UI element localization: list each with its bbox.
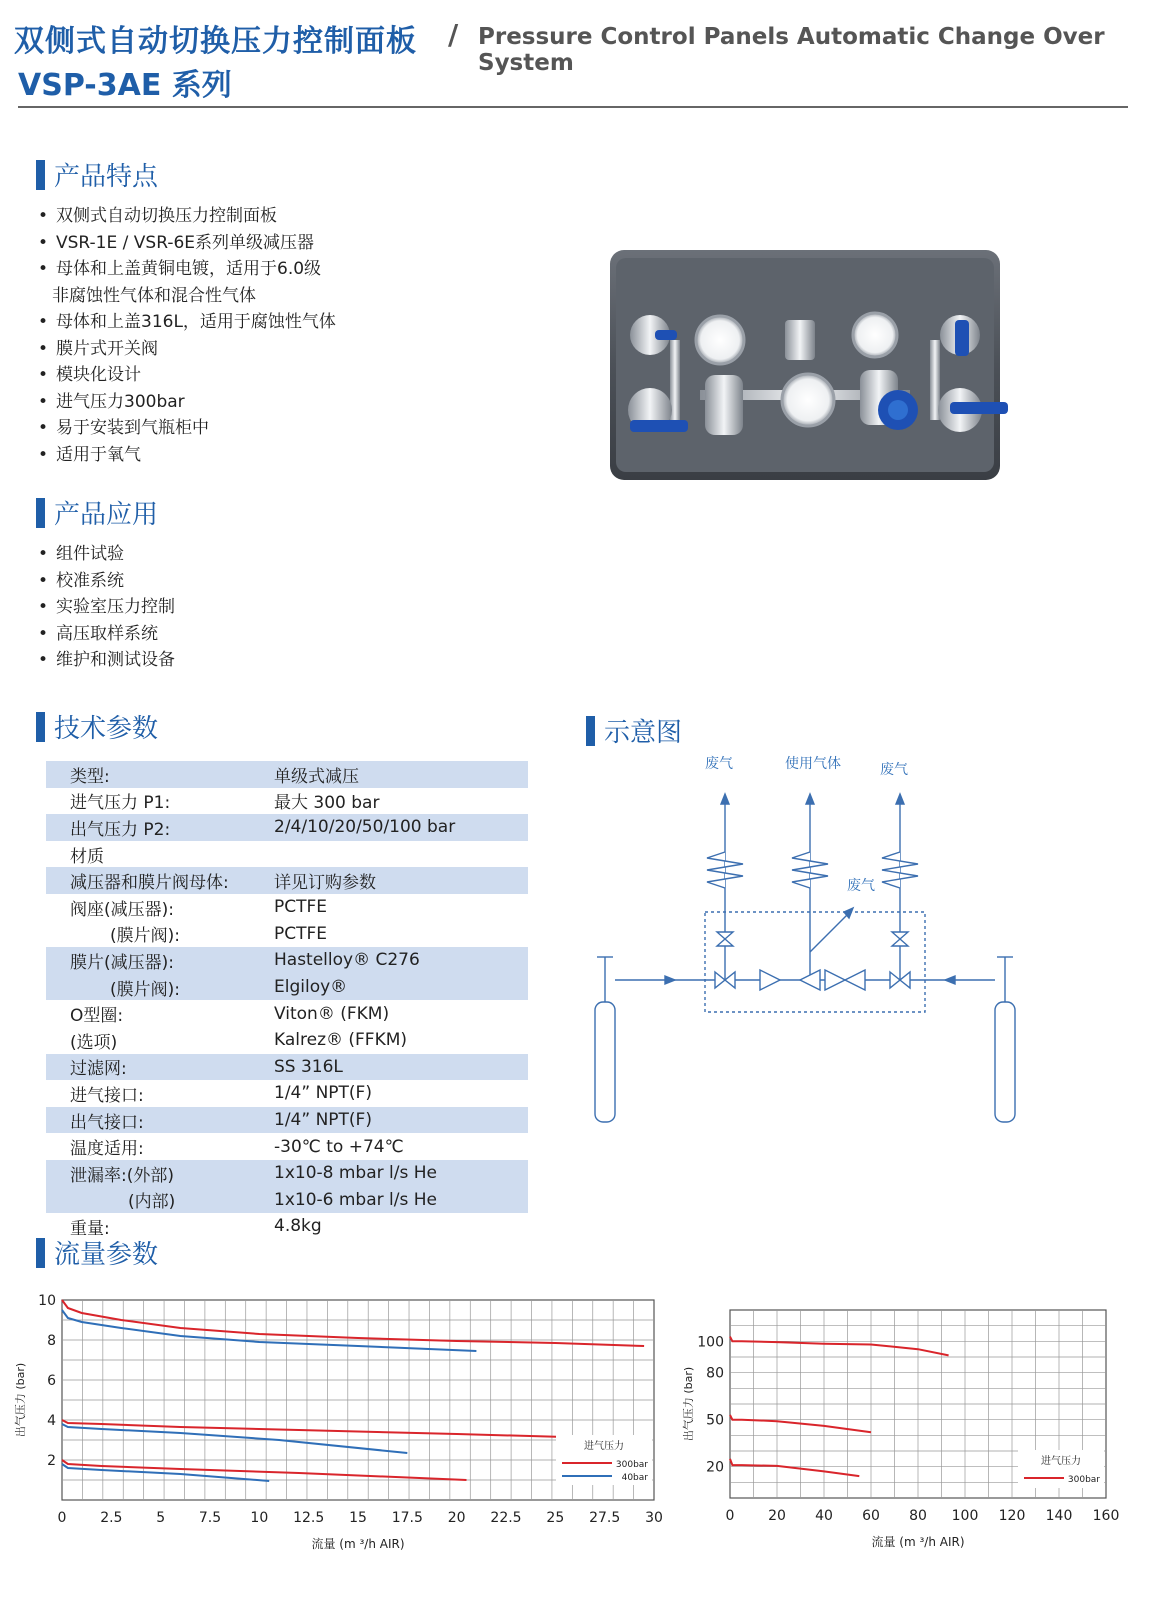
spec-key: (膜片阀): <box>110 926 180 947</box>
table-row <box>46 921 528 948</box>
schematic-diagram <box>595 752 1045 1146</box>
x-tick-label: 40 <box>815 1508 833 1524</box>
x-tick-label: 60 <box>862 1508 880 1524</box>
legend-label: 300bar <box>1067 1475 1100 1485</box>
legend-label: 40bar <box>621 1473 648 1483</box>
list-item: • 高压取样系统 <box>38 621 175 648</box>
features-heading: 产品特点 <box>54 162 159 192</box>
label-exhaust-left: 废气 <box>705 756 733 772</box>
y-tick-label: 50 <box>706 1412 724 1429</box>
spec-value: SS 316L <box>274 1054 528 1081</box>
x-tick-label: 15 <box>349 1510 367 1526</box>
spec-key: 温度适用: <box>70 1139 144 1160</box>
list-item: • 适用于氧气 <box>38 442 336 469</box>
flow-heading: 流量参数 <box>54 1240 159 1270</box>
list-item: • VSR-1E / VSR-6E系列单级减压器 <box>38 230 336 257</box>
schematic-heading: 示意图 <box>604 718 683 748</box>
spec-value: PCTFE <box>274 923 328 944</box>
table-row <box>46 947 528 974</box>
label-exhaust-right: 废气 <box>880 762 908 778</box>
model-series: VSP-3AE 系列 <box>18 68 232 103</box>
specs-heading: 技术参数 <box>54 714 159 744</box>
flow-section-heading <box>36 1234 158 1271</box>
y-tick-label: 10 <box>38 1293 56 1309</box>
spec-key: 重量: <box>70 1218 110 1239</box>
flow-chart-low <box>14 1290 674 1590</box>
x-tick-label: 25 <box>546 1510 565 1526</box>
heading-marker <box>36 498 45 528</box>
legend-title: 进气压力 <box>584 1441 624 1452</box>
spec-table <box>46 761 528 1240</box>
spec-key: 出气压力 P2: <box>46 814 274 841</box>
table-row <box>46 761 528 788</box>
list-item: • 进气压力300bar <box>38 389 336 416</box>
flow-chart-high <box>682 1300 1160 1590</box>
x-tick-label: 2.5 <box>100 1510 123 1526</box>
y-tick-label: 2 <box>47 1453 56 1469</box>
table-row <box>46 1080 528 1107</box>
spec-value: 详见订购参数 <box>274 867 528 894</box>
spec-key: O型圈: <box>70 1006 124 1027</box>
spec-value <box>274 841 528 868</box>
y-tick-label: 20 <box>706 1459 724 1476</box>
list-item: • 膜片式开关阀 <box>38 336 336 363</box>
table-row <box>46 1027 528 1054</box>
spec-key: (选项) <box>70 1032 118 1053</box>
x-tick-label: 22.5 <box>490 1510 522 1526</box>
spec-value: 1x10-8 mbar l/s He <box>274 1160 528 1187</box>
spec-key: 膜片(减压器): <box>46 947 274 974</box>
y-axis-label: 出气压力 (bar) <box>682 1366 695 1442</box>
x-tick-label: 0 <box>57 1510 67 1526</box>
spec-value: 2/4/10/20/50/100 bar <box>274 814 528 841</box>
table-row <box>46 974 528 1001</box>
applications-list <box>38 541 175 674</box>
list-item: • 实验室压力控制 <box>38 594 175 621</box>
table-row <box>46 867 528 894</box>
x-tick-label: 0 <box>725 1508 735 1524</box>
legend-label: 300bar <box>615 1460 648 1470</box>
spec-value: 单级式减压 <box>274 761 528 788</box>
spec-key: 出气接口: <box>46 1107 274 1134</box>
x-tick-label: 7.5 <box>198 1510 222 1526</box>
spec-key: 过滤网: <box>46 1054 274 1081</box>
heading-marker <box>36 1238 45 1268</box>
x-tick-label: 17.5 <box>391 1510 423 1526</box>
x-tick-label: 160 <box>1092 1508 1120 1524</box>
x-tick-label: 27.5 <box>589 1510 621 1526</box>
x-tick-label: 120 <box>998 1508 1026 1524</box>
x-axis-label: 流量 (m ³/h AIR) <box>311 1537 405 1551</box>
y-tick-label: 100 <box>697 1334 724 1351</box>
list-item: • 组件试验 <box>38 541 175 568</box>
table-row <box>46 788 528 815</box>
heading-marker <box>586 716 595 746</box>
schematic-section-heading <box>586 712 682 749</box>
spec-value: Kalrez® (FFKM) <box>274 1030 408 1051</box>
spec-value: Hastelloy® C276 <box>274 947 528 974</box>
features-section-heading <box>36 156 158 193</box>
spec-value: Viton® (FKM) <box>274 1003 390 1024</box>
table-row <box>46 1133 528 1160</box>
table-row <box>46 1107 528 1134</box>
spec-key: 进气压力 P1: <box>70 793 171 814</box>
y-tick-label: 8 <box>47 1333 56 1349</box>
heading-marker <box>36 712 45 742</box>
page-title-en: Pressure Control Panels Automatic Change Over System <box>478 24 1105 76</box>
spec-value: 最大 300 bar <box>274 793 380 814</box>
spec-value: PCTFE <box>274 897 328 918</box>
spec-key: (膜片阀): <box>46 974 274 1001</box>
x-axis-label: 流量 (m ³/h AIR) <box>871 1535 965 1549</box>
table-row <box>46 841 528 868</box>
spec-key: 材质 <box>70 846 104 867</box>
spec-key: 类型: <box>46 761 274 788</box>
table-row <box>46 894 528 921</box>
table-row <box>46 1000 528 1027</box>
label-exhaust-mid: 废气 <box>847 878 875 894</box>
table-row <box>46 814 528 841</box>
y-axis-label: 出气压力 (bar) <box>14 1362 27 1438</box>
spec-key: (内部) <box>46 1187 274 1214</box>
spec-key: 进气接口: <box>70 1085 144 1106</box>
spec-key: 减压器和膜片阀母体: <box>46 867 274 894</box>
header-divider <box>18 106 1128 108</box>
y-tick-label: 80 <box>706 1365 724 1382</box>
table-row <box>46 1160 528 1187</box>
page-title-cn: 双侧式自动切换压力控制面板 <box>14 24 417 59</box>
features-list <box>38 203 336 468</box>
table-row <box>46 1187 528 1214</box>
spec-key: 泄漏率:(外部) <box>46 1160 274 1187</box>
list-item: • 校准系统 <box>38 568 175 595</box>
list-item: • 双侧式自动切换压力控制面板 <box>38 203 336 230</box>
list-item: • 易于安装到气瓶柜中 <box>38 415 336 442</box>
list-item: • 维护和测试设备 <box>38 647 175 674</box>
spec-value: 4.8kg <box>274 1216 322 1237</box>
x-tick-label: 30 <box>645 1510 663 1526</box>
spec-value: 1/4” NPT(F) <box>274 1083 372 1104</box>
table-row <box>46 1054 528 1081</box>
spec-value: -30℃ to +74℃ <box>274 1136 404 1157</box>
applications-heading: 产品应用 <box>54 500 159 530</box>
x-tick-label: 100 <box>951 1508 979 1524</box>
x-tick-label: 140 <box>1045 1508 1073 1524</box>
x-tick-label: 20 <box>447 1510 466 1526</box>
x-tick-label: 12.5 <box>293 1510 325 1526</box>
list-item: • 母体和上盖黄铜电镀，适用于6.0级 非腐蚀性气体和混合性气体 <box>38 256 336 309</box>
list-item: • 母体和上盖316L，适用于腐蚀性气体 <box>38 309 336 336</box>
legend-title: 进气压力 <box>1041 1456 1081 1467</box>
title-separator: / <box>448 18 459 51</box>
list-item: • 模块化设计 <box>38 362 336 389</box>
x-tick-label: 80 <box>909 1508 927 1524</box>
x-tick-label: 5 <box>156 1510 166 1526</box>
y-tick-label: 4 <box>47 1413 56 1429</box>
applications-section-heading <box>36 494 158 531</box>
specs-section-heading <box>36 708 158 745</box>
x-tick-label: 10 <box>250 1510 269 1526</box>
label-use-gas: 使用气体 <box>785 756 841 772</box>
spec-value: 1/4” NPT(F) <box>274 1107 528 1134</box>
spec-key: 阀座(减压器): <box>70 899 174 920</box>
x-tick-label: 20 <box>768 1508 786 1524</box>
y-tick-label: 6 <box>47 1373 56 1389</box>
heading-marker <box>36 160 45 190</box>
product-image <box>610 250 1030 494</box>
spec-value: 1x10-6 mbar l/s He <box>274 1187 528 1214</box>
spec-value: Elgiloy® <box>274 974 528 1001</box>
